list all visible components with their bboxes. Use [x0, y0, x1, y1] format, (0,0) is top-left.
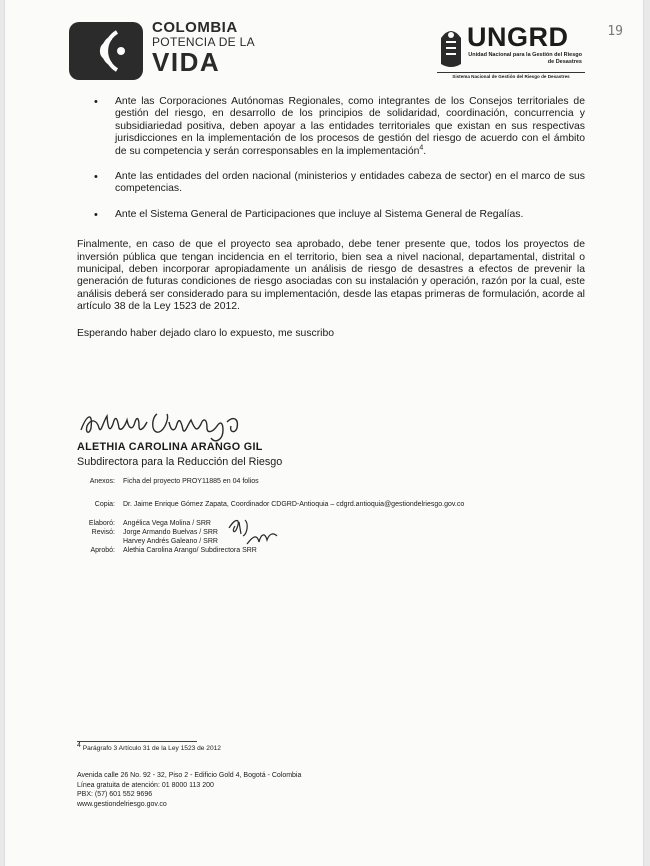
ungrd-system-label: Sistema Nacional de Gestión del Riesgo de Desastres	[437, 72, 585, 79]
handwritten-initials	[227, 514, 279, 548]
closing-line: Esperando haber dejado claro lo expuesto, me suscribo	[77, 327, 335, 339]
footnote-rule	[77, 741, 197, 742]
copy-line: Copia: Dr. Jaime Enrique Gómez Zapata, Coordinador CDGRD-Antioquia – cdgrd.antioquia@gestiondelriesgo.gov.co	[94, 501, 465, 508]
signatory-name: ALETHIA CAROLINA ARANGO GIL	[77, 441, 263, 453]
signatory-title: Subdirectora para la Reducción del Riesgo	[77, 456, 283, 468]
footer-address: Avenida calle 26 No. 92 - 32, Piso 2 - Edificio Gold 4, Bogotá - Colombia	[77, 772, 302, 779]
logo-line-vida: VIDA	[152, 47, 221, 77]
review-line: Harvey Andrés Galeano / SRR	[123, 538, 218, 545]
page-number: 19	[607, 24, 623, 39]
ungrd-logo	[437, 22, 585, 84]
footnote: $^4$ Parágrafo 3 Artículo 31 de la Ley 1523 de 2012	[77, 741, 221, 752]
footer-website[interactable]: www.gestiondelriesgo.gov.co	[77, 800, 167, 808]
footer-contact	[77, 771, 301, 809]
letter-body	[77, 96, 585, 340]
annex-line: Anexos: Ficha del proyecto PROY11885 en 04 folios	[89, 478, 259, 485]
ungrd-wordmark: UNGRD	[467, 22, 569, 52]
bullet-item: • Ante el Sistema General de Participaciones que incluye al Sistema General de Regalías.	[77, 209, 585, 221]
document-page	[4, 0, 644, 866]
bullet-item: • Ante las Corporaciones Autónomas Regionales, como integrantes de los Consejos territoriales de gestión del riesgo, en desarrollo de los principios de solidaridad, coordinación, concurrencia y subsidiariedad positiva, deben apoyar a las entidades territoriales que existan en sus respectivas jurisdicciones en la implementación de los procesos de gestión del riesgo de acuerdo con el ámbito de su competencia y serán corresponsables en la implementación$^4$.	[77, 96, 585, 158]
colombia-waves-icon	[69, 20, 145, 82]
bullet-list	[77, 96, 585, 221]
footnote-ref: 4	[419, 144, 424, 152]
ungrd-emblem-icon	[437, 24, 465, 70]
review-line: Elaboró: Angélica Vega Molina / SRR	[88, 520, 211, 527]
logo-line-colombia: COLOMBIA	[152, 19, 238, 36]
ungrd-subtitle: Unidad Nacional para la Gestión del Riesgo de Desastres	[468, 52, 582, 65]
review-line: Aprobó: Alethia Carolina Arango/ Subdirectora SRR	[90, 547, 257, 554]
logo-line-potencia: POTENCIA DE LA	[152, 35, 255, 49]
bullet-item: • Ante las entidades del orden nacional (ministerios y entidades cabeza de sector) en el marco de sus competencias.	[77, 171, 585, 196]
review-line: Revisó: Jorge Armando Buelvas / SRR	[91, 529, 218, 536]
colombia-potencia-logo	[69, 20, 259, 82]
footer-pbx: PBX: (57) 601 552 9696	[77, 791, 153, 799]
body-paragraph: Finalmente, en caso de que el proyecto sea aprobado, debe tener presente que, todos los proyectos de inversión pública que tengan incidencia en el territorio, bien sea a nivel nacional, departamental, distrital o municipal, deben incorporar apropiadamente un análisis de riesgo de desastres a efectos de prevenir la generación de futuras condiciones de riesgo asociadas con su instalación y operación, razón por la cual, este análisis deberá ser considerado para su implementación, desde las etapas primeras de formulación, acorde al artículo 38 de la Ley 1523 de 2012.	[77, 239, 585, 313]
footer-free-line: Línea gratuita de atención: 01 8000 113 200	[77, 781, 214, 789]
